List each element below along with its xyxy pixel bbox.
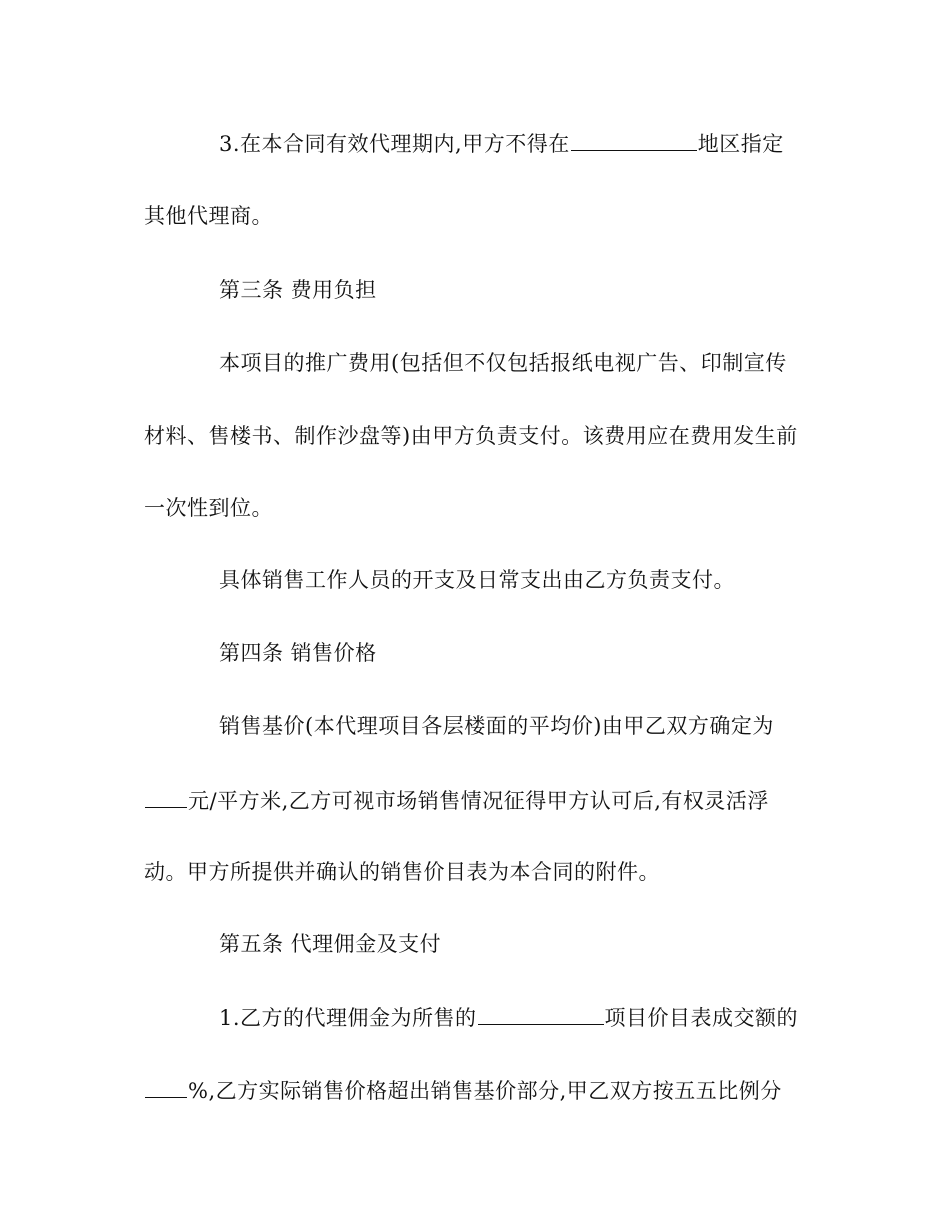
paragraph-line: 一次性到位。: [144, 496, 273, 520]
text-segment: 项目价目表成交额的: [604, 1006, 799, 1030]
section-heading: 第三条 费用负担: [219, 278, 377, 302]
paragraph-line: [219, 128, 784, 159]
text-segment: %,乙方实际销售价格超出销售基价部分,甲乙双方按五五比例分: [188, 1079, 782, 1103]
section-heading: 第四条 销售价格: [219, 641, 377, 665]
section-heading: 第五条 代理佣金及支付: [219, 932, 442, 956]
text-segment: 1.乙方的代理佣金为所售的: [219, 1006, 477, 1030]
text-segment: 地区指定: [697, 132, 784, 156]
paragraph-line: 材料、售楼书、制作沙盘等)由甲方负责支付。该费用应在费用发生前: [144, 424, 798, 448]
fill-in-blank: [145, 785, 187, 808]
paragraph-line: [144, 785, 769, 816]
fill-in-blank: [571, 128, 697, 151]
fill-in-blank: [145, 1075, 187, 1098]
paragraph-line: 动。甲方所提供并确认的销售价目表为本合同的附件。: [144, 860, 660, 884]
fill-in-blank: [478, 1002, 604, 1025]
paragraph-line: [144, 1075, 782, 1106]
paragraph-line: [219, 1002, 798, 1033]
paragraph-line: 销售基价(本代理项目各层楼面的平均价)由甲乙双方确定为: [219, 714, 774, 738]
paragraph-line: 本项目的推广费用(包括但不仅包括报纸电视广告、印制宣传: [219, 351, 787, 375]
text-segment: 元/平方米,乙方可视市场销售情况征得甲方认可后,有权灵活浮: [188, 789, 769, 813]
paragraph-line: 其他代理商。: [144, 204, 273, 228]
paragraph-line: 具体销售工作人员的开支及日常支出由乙方负责支付。: [219, 568, 735, 592]
text-segment: 3.在本合同有效代理期内,甲方不得在: [219, 132, 570, 156]
